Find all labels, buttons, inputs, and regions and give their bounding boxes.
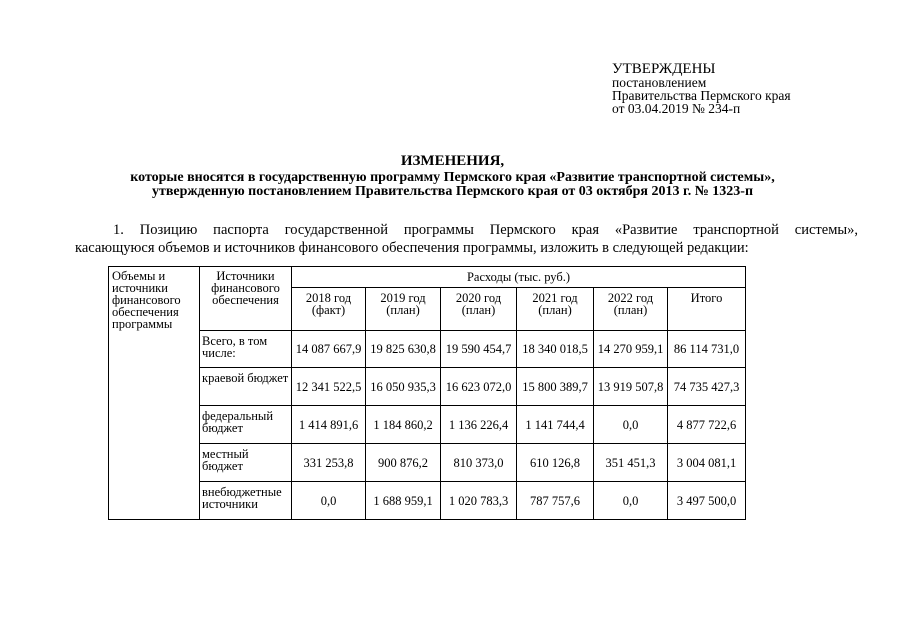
value-cell: 1 136 226,4	[441, 406, 517, 444]
value-cell: 18 340 018,5	[517, 331, 594, 368]
expenses-header: Расходы (тыс. руб.)	[292, 267, 746, 288]
instruction-paragraph	[75, 221, 858, 257]
approval-line: постановлением	[612, 75, 707, 90]
table-row	[109, 406, 746, 444]
approval-stamp	[612, 63, 791, 115]
value-cell: 19 590 454,7	[441, 331, 517, 368]
total-cell: 74 735 427,3	[668, 368, 746, 406]
value-cell: 14 270 959,1	[594, 331, 668, 368]
value-cell: 1 688 959,1	[366, 482, 441, 520]
sources-header: Источники финансового обеспечения	[200, 267, 292, 331]
source-label: краевой бюджет	[200, 368, 292, 406]
document-heading	[0, 154, 905, 199]
value-cell: 0,0	[292, 482, 366, 520]
value-cell: 16 050 935,3	[366, 368, 441, 406]
approval-title: УТВЕРЖДЕНЫ	[612, 61, 716, 77]
source-label: Всего, в том числе:	[200, 331, 292, 368]
value-cell: 1 141 744,4	[517, 406, 594, 444]
value-cell: 19 825 630,8	[366, 331, 441, 368]
value-cell: 12 341 522,5	[292, 368, 366, 406]
value-cell: 14 087 667,9	[292, 331, 366, 368]
table-left-label: Объемы и источники финансового обеспечения программы	[109, 267, 200, 520]
document-subtitle: которые вносятся в государственную программу Пермского края «Развитие транспортной системы»,	[130, 170, 775, 185]
value-cell: 900 876,2	[366, 444, 441, 482]
financing-table	[108, 266, 746, 520]
value-cell: 610 126,8	[517, 444, 594, 482]
value-cell: 1 020 783,3	[441, 482, 517, 520]
approval-line: от 03.04.2019 № 234-п	[612, 101, 741, 116]
year-header: 2022 год (план)	[594, 288, 668, 331]
value-cell: 810 373,0	[441, 444, 517, 482]
value-cell: 351 451,3	[594, 444, 668, 482]
paragraph-line: 1. Позицию паспорта государственной программы Пермского края «Развитие транспортной системы»,	[113, 222, 858, 238]
paragraph-line: касающуюся объемов и источников финансового обеспечения программы, изложить в следующей редакции:	[75, 240, 749, 256]
value-cell: 0,0	[594, 482, 668, 520]
document-subtitle: утвержденную постановлением Правительства Пермского края от 03 октября 2013 г. № 1323-п	[151, 184, 754, 199]
year-header: 2019 год (план)	[366, 288, 441, 331]
year-header: 2018 год (факт)	[292, 288, 366, 331]
table-row	[109, 368, 746, 406]
table-row	[109, 444, 746, 482]
total-header: Итого	[668, 288, 746, 331]
source-label: федеральный бюджет	[200, 406, 292, 444]
value-cell: 1 414 891,6	[292, 406, 366, 444]
total-cell: 86 114 731,0	[668, 331, 746, 368]
year-header: 2020 год (план)	[441, 288, 517, 331]
source-label: внебюджетные источники	[200, 482, 292, 520]
value-cell: 331 253,8	[292, 444, 366, 482]
value-cell: 787 757,6	[517, 482, 594, 520]
year-header: 2021 год (план)	[517, 288, 594, 331]
value-cell: 15 800 389,7	[517, 368, 594, 406]
value-cell: 1 184 860,2	[366, 406, 441, 444]
approval-line: Правительства Пермского края	[612, 88, 791, 103]
table-row	[109, 331, 746, 368]
value-cell: 16 623 072,0	[441, 368, 517, 406]
total-cell: 3 497 500,0	[668, 482, 746, 520]
document-title: ИЗМЕНЕНИЯ,	[400, 153, 505, 169]
value-cell: 0,0	[594, 406, 668, 444]
source-label: местный бюджет	[200, 444, 292, 482]
total-cell: 4 877 722,6	[668, 406, 746, 444]
value-cell: 13 919 507,8	[594, 368, 668, 406]
total-cell: 3 004 081,1	[668, 444, 746, 482]
table-row	[109, 482, 746, 520]
